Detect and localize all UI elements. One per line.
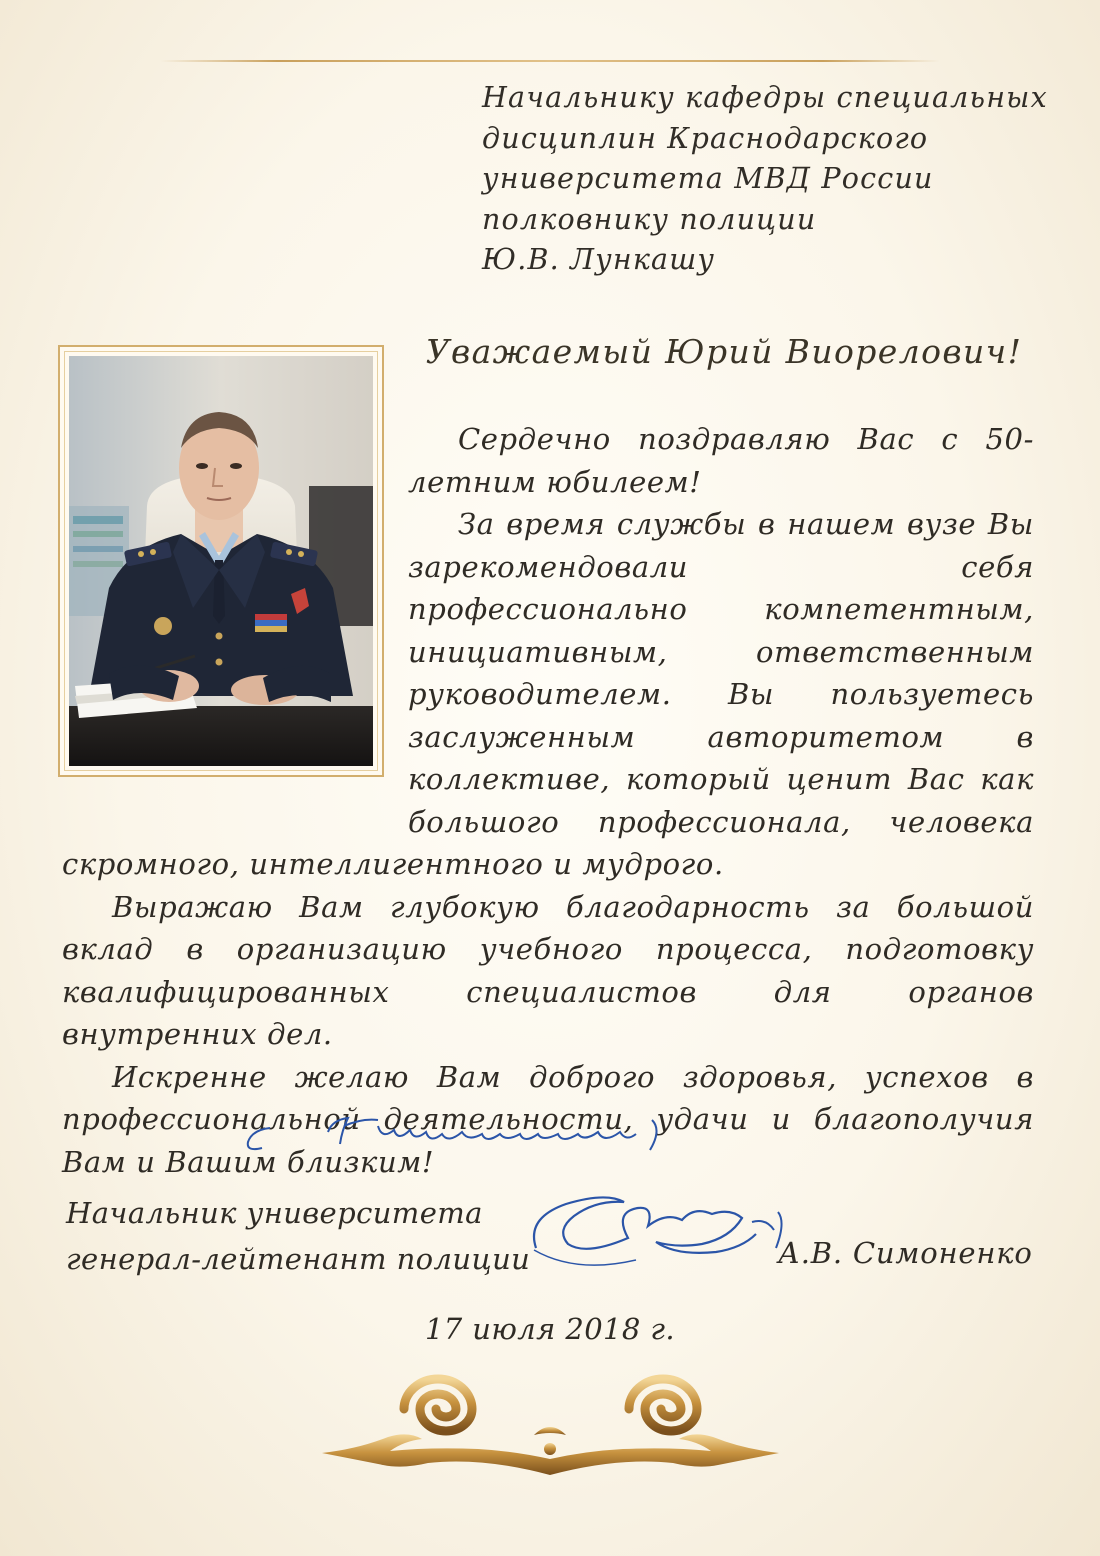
signer-position: [66, 1190, 531, 1282]
body-paragraph: За время службы в нашем вузе Вы зарекомендовали себя профессионально компетентным, инициативным, ответственным руководителем. Вы пользуетесь заслуженным авторитетом в коллективе, который ценит Вас как большого профессионала, человека скромного, интеллигентного и мудрого.: [62, 507, 1034, 881]
letter-date: 17 июля 2018 г.: [424, 1312, 676, 1346]
signer-name: А.В. Симоненко: [778, 1236, 1033, 1270]
salutation: Уважаемый Юрий Виорелович!: [425, 332, 1023, 371]
photo-wrap-spacer: [62, 418, 408, 820]
body-paragraph: Выражаю Вам глубокую благодарность за большой вклад в организацию учебного процесса, подготовку квалифицированных специалистов для органов внутренних дел.: [62, 889, 1034, 1051]
gold-scroll-ornament: [318, 1365, 783, 1485]
signer-position-line: Начальник университета: [66, 1196, 483, 1230]
signature-graphic: [516, 1178, 796, 1288]
top-gold-rule: [160, 60, 940, 62]
addressee-line: университета МВД России: [482, 162, 934, 195]
addressee-line: Ю.В. Лункашу: [482, 243, 716, 276]
addressee-block: [482, 78, 1048, 281]
body-paragraph: Сердечно поздравляю Вас с 50-летним юбилеем!: [408, 422, 1034, 499]
handwritten-closing: [232, 1090, 682, 1170]
addressee-line: дисциплин Краснодарского: [482, 121, 929, 155]
letter-body: [62, 418, 1034, 1183]
signer-position-line: генерал-лейтенант полиции: [66, 1242, 531, 1276]
addressee-line: Начальнику кафедры специальных: [482, 81, 1048, 114]
addressee-line: полковнику полиции: [482, 202, 817, 236]
body-paragraph: Искренне желаю Вам доброго здоровья, успехов в профессиональной деятельности, удачи и благополучия Вам и Вашим близким!: [62, 1059, 1034, 1179]
